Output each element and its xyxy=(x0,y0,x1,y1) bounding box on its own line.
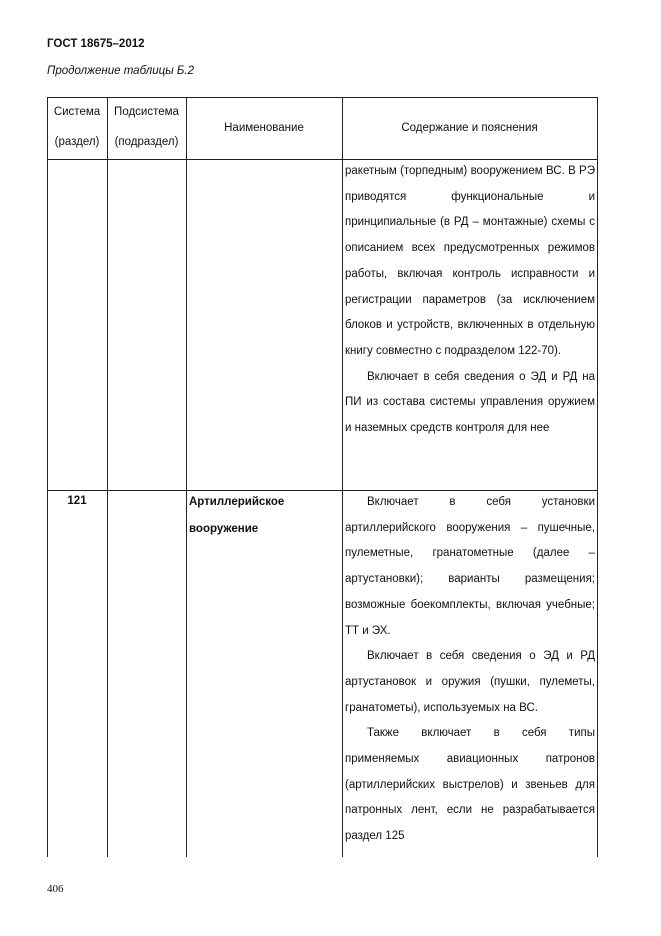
row-2-description xyxy=(345,490,595,850)
row-2-paragraph-3: Также включает в себя типы применяемых авиационных патронов (артиллерийских выстрелов) и звеньев для патронных лент, если не разрабатывается раздел 125 xyxy=(345,727,595,843)
header-description xyxy=(342,97,597,159)
header-subsystem-line1: Подсистема xyxy=(114,106,179,118)
row-1-description xyxy=(345,159,595,442)
page-number: 406 xyxy=(47,883,64,895)
table-border-right xyxy=(597,97,598,857)
header-subsystem-line2: (подраздел) xyxy=(114,136,179,148)
header-description-label: Содержание и пояснения xyxy=(401,122,538,134)
header-system-line2: (раздел) xyxy=(54,136,100,148)
column-divider-3 xyxy=(342,97,343,857)
row-1-paragraph-1: ракетным (торпедным) вооружением ВС. В РЭ приводятся функциональные и принципиальные (в РД – монтажные) схемы с описанием всех предусмотренных режимов работы, включая контроль исправности и регистрации параметров (за исключением блоков и устройств, включенных в отдельную книгу совместно с подразделом 122-70). xyxy=(345,165,595,357)
header-system-line1: Система xyxy=(53,106,101,118)
doc-code: ГОСТ 18675–2012 xyxy=(47,38,145,50)
row-1-paragraph-2: Включает в себя сведения о ЭД и РД на ПИ из состава системы управления оружием и наземных средств контроля для нее xyxy=(345,370,595,435)
header-subsystem xyxy=(107,97,186,159)
data-table xyxy=(47,97,597,857)
table-continuation-caption: Продолжение таблицы Б.2 xyxy=(47,65,194,77)
header-name xyxy=(186,97,342,159)
row-2-system: 121 xyxy=(67,495,87,507)
row-2-paragraph-1: Включает в себя установки артиллерийского вооружения – пушечные, пулеметные, гранатометные (далее – артустановки); варианты размещения; возможные боекомплекты, включая учебные; ТТ и ЭХ. xyxy=(345,496,595,637)
column-divider-2 xyxy=(186,97,187,857)
table-border-left xyxy=(47,97,48,857)
header-system xyxy=(47,97,107,159)
row-2-name: Артиллерийское вооружение xyxy=(189,496,285,535)
row-2-paragraph-2: Включает в себя сведения о ЭД и РД артустановок и оружия (пушки, пулеметы, гранатометы), используемых на ВС. xyxy=(345,650,595,714)
column-divider-1 xyxy=(107,97,108,857)
header-name-label: Наименование xyxy=(224,122,304,134)
